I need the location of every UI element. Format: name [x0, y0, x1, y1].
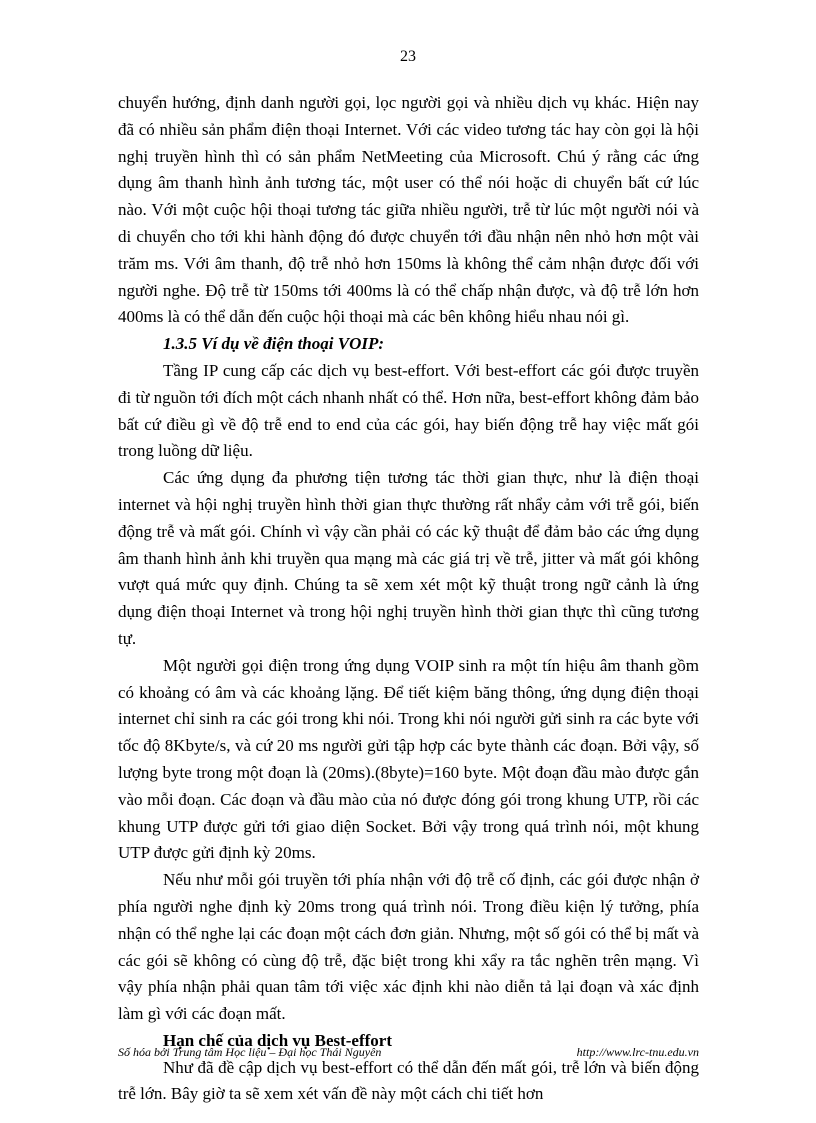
paragraph-continuation: chuyển hướng, định danh người gọi, lọc người gọi và nhiều dịch vụ khác. Hiện nay đã có nhiều sản phẩm điện thoại Internet. Với các video tương tác hay còn gọi là hội nghị truyền hình thì có sản phẩm NetMeeting của Microsoft. Chú ý rằng các ứng dụng âm thanh hình ảnh tương tác, một user có thể nói hoặc di chuyển bất cứ lúc nào. Với một cuộc hội thoại tương tác giữa nhiều người, trễ từ lúc một người nói và di chuyển cho tới khi hành động đó được chuyển tới đầu nhận nên nhỏ hơn một vài trăm ms. Với âm thanh, độ trễ nhỏ hơn 150ms là không thể cảm nhận được đối với người nghe. Độ trễ từ 150ms tới 400ms là có thể chấp nhận được, và độ trễ lớn hơn 400ms là có thể dẫn đến cuộc hội thoại mà các bên không hiểu nhau nói gì. — [118, 93, 699, 327]
page-number: 23 — [400, 48, 416, 65]
paragraph-fixed-delay: Nếu như mỗi gói truyền tới phía nhận với độ trễ cố định, các gói được nhận ở phía người nghe định kỳ 20ms trong quá trình nói. Trong điều kiện lý tưởng, phía nhận có thể nghe lại các đoạn một cách đơn giản. Nhưng, một số gói có thể bị mất và các gói sẽ không có cùng độ trễ, đặc biệt trong khi xẩy ra tắc nghẽn trên mạng. Vì vậy phía nhận phải quan tâm tới việc xác định khi nào diễn tả lại đoạn và xác định làm gì với các đoạn mất. — [118, 870, 699, 1024]
subheading-best-effort-limits: Hạn chế của dịch vụ Best-effort — [163, 1030, 393, 1050]
footer-url: http://www.lrc-tnu.edu.vn — [576, 1045, 699, 1059]
document-body — [118, 90, 699, 1108]
paragraph-realtime-apps: Các ứng dụng đa phương tiện tương tác thời gian thực, như là điện thoại internet và hội nghị truyền hình thời gian thực thường rất nhẩy cảm với trễ gói, biến động trễ và mất gói. Chính vì vậy cần phải có các kỹ thuật để đảm bảo các ứng dụng âm thanh hình ảnh khi truyền qua mạng mà các giá trị về trễ, jitter và mất gói không vượt quá mức quy định. Chúng ta sẽ xem xét một kỹ thuật trong ngữ cảnh là ứng dụng điện thoại Internet và trong hội nghị truyền hình thời gian thực thì cũng tương tự. — [118, 468, 699, 648]
paragraph-voip-caller: Một người gọi điện trong ứng dụng VOIP sinh ra một tín hiệu âm thanh gồm có khoảng có âm và các khoảng lặng. Để tiết kiệm băng thông, ứng dụng điện thoại internet chỉ sinh ra các gói trong khi nói. Trong khi nói người gửi sinh ra các byte với tốc độ 8Kbyte/s, và cứ 20 ms người gửi tập hợp các byte thành các đoạn. Bởi vậy, số lượng byte trong một đoạn là (20ms).(8byte)=160 byte. Một đoạn đầu mào được gắn vào mỗi đoạn. Các đoạn và đầu mào của nó được đóng gói trong khung UTP, rồi các khung UTP được gửi tới giao diện Socket. Bởi vậy trong quá trình nói, một khung UTP được gửi định kỳ 20ms. — [118, 655, 699, 863]
section-title: 1.3.5 Ví dụ về điện thoại VOIP: — [163, 334, 385, 354]
paragraph-best-effort-issues: Như đã đề cập dịch vụ best-effort có thể dẫn đến mất gói, trễ lớn và biến động trễ lớn. Bây giờ ta sẽ xem xét vấn đề này một cách chi tiết hơn — [118, 1057, 699, 1104]
footer-digitization-credit: Số hóa bởi Trung tâm Học liệu – Đại học Thái Nguyên — [118, 1045, 382, 1059]
paragraph-ip-best-effort: Tầng IP cung cấp các dịch vụ best-effort. Với best-effort các gói được truyền đi từ nguồn tới đích một cách nhanh nhất có thể. Hơn nữa, best-effort không đảm bảo bất cứ điều gì về độ trễ end to end của các gói, hay biến động trễ hay việc mất gói trong luồng dữ liệu. — [118, 360, 699, 461]
